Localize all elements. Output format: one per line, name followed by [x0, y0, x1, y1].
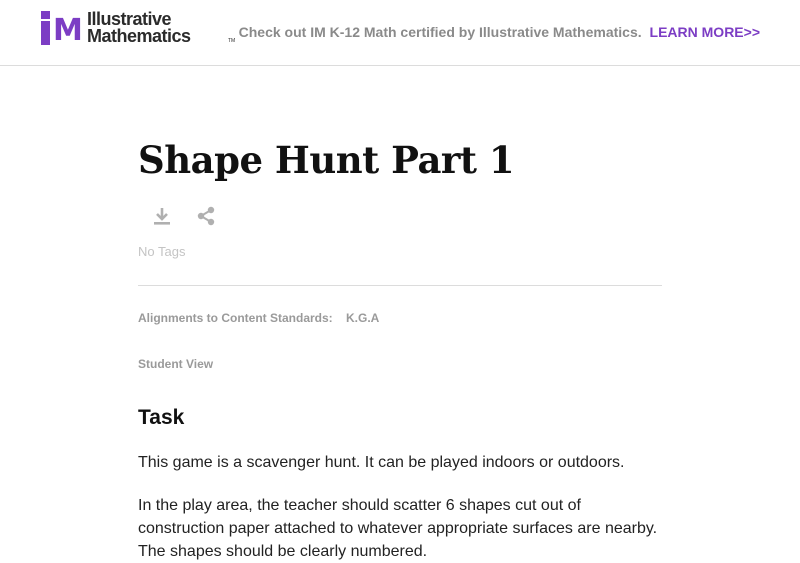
share-icon[interactable]: [196, 206, 216, 226]
logo-wordmark: [87, 11, 191, 45]
task-paragraph: In the play area, the teacher should scatter 6 shapes cut out of construction paper attached to whatever appropriate surfaces are nearby. The shapes should be clearly numbered.: [138, 497, 658, 560]
alignments-label: Alignments to Content Standards:: [138, 311, 333, 325]
student-view-link[interactable]: Student View: [138, 357, 214, 371]
logo-trademark: TM: [228, 38, 236, 44]
logo-line-2: Mathematics: [87, 26, 191, 46]
standard-code-link[interactable]: K.G.A: [346, 311, 380, 325]
promo-text: Check out IM K-12 Math certified by Illustrative Mathematics.: [238, 24, 642, 40]
logo-m: M: [53, 13, 81, 48]
download-icon[interactable]: [152, 206, 172, 226]
im-logo[interactable]: [41, 9, 236, 48]
logo-i-bar: [41, 21, 50, 45]
site-header: [0, 0, 800, 66]
alignments-row: [138, 311, 379, 325]
promo-banner: [239, 24, 760, 40]
logo-mark: [41, 11, 81, 48]
divider: [138, 285, 662, 286]
logo-i-dot: [41, 11, 50, 19]
action-bar: [152, 206, 216, 226]
page-title: Shape Hunt Part 1: [138, 138, 515, 182]
task-heading: Task: [138, 406, 185, 429]
task-paragraph: This game is a scavenger hunt. It can be played indoors or outdoors.: [138, 454, 625, 471]
learn-more-link[interactable]: LEARN MORE>>: [649, 24, 760, 40]
tags-label: No Tags: [138, 244, 186, 259]
logo-line-1: Illustrative: [87, 9, 172, 29]
